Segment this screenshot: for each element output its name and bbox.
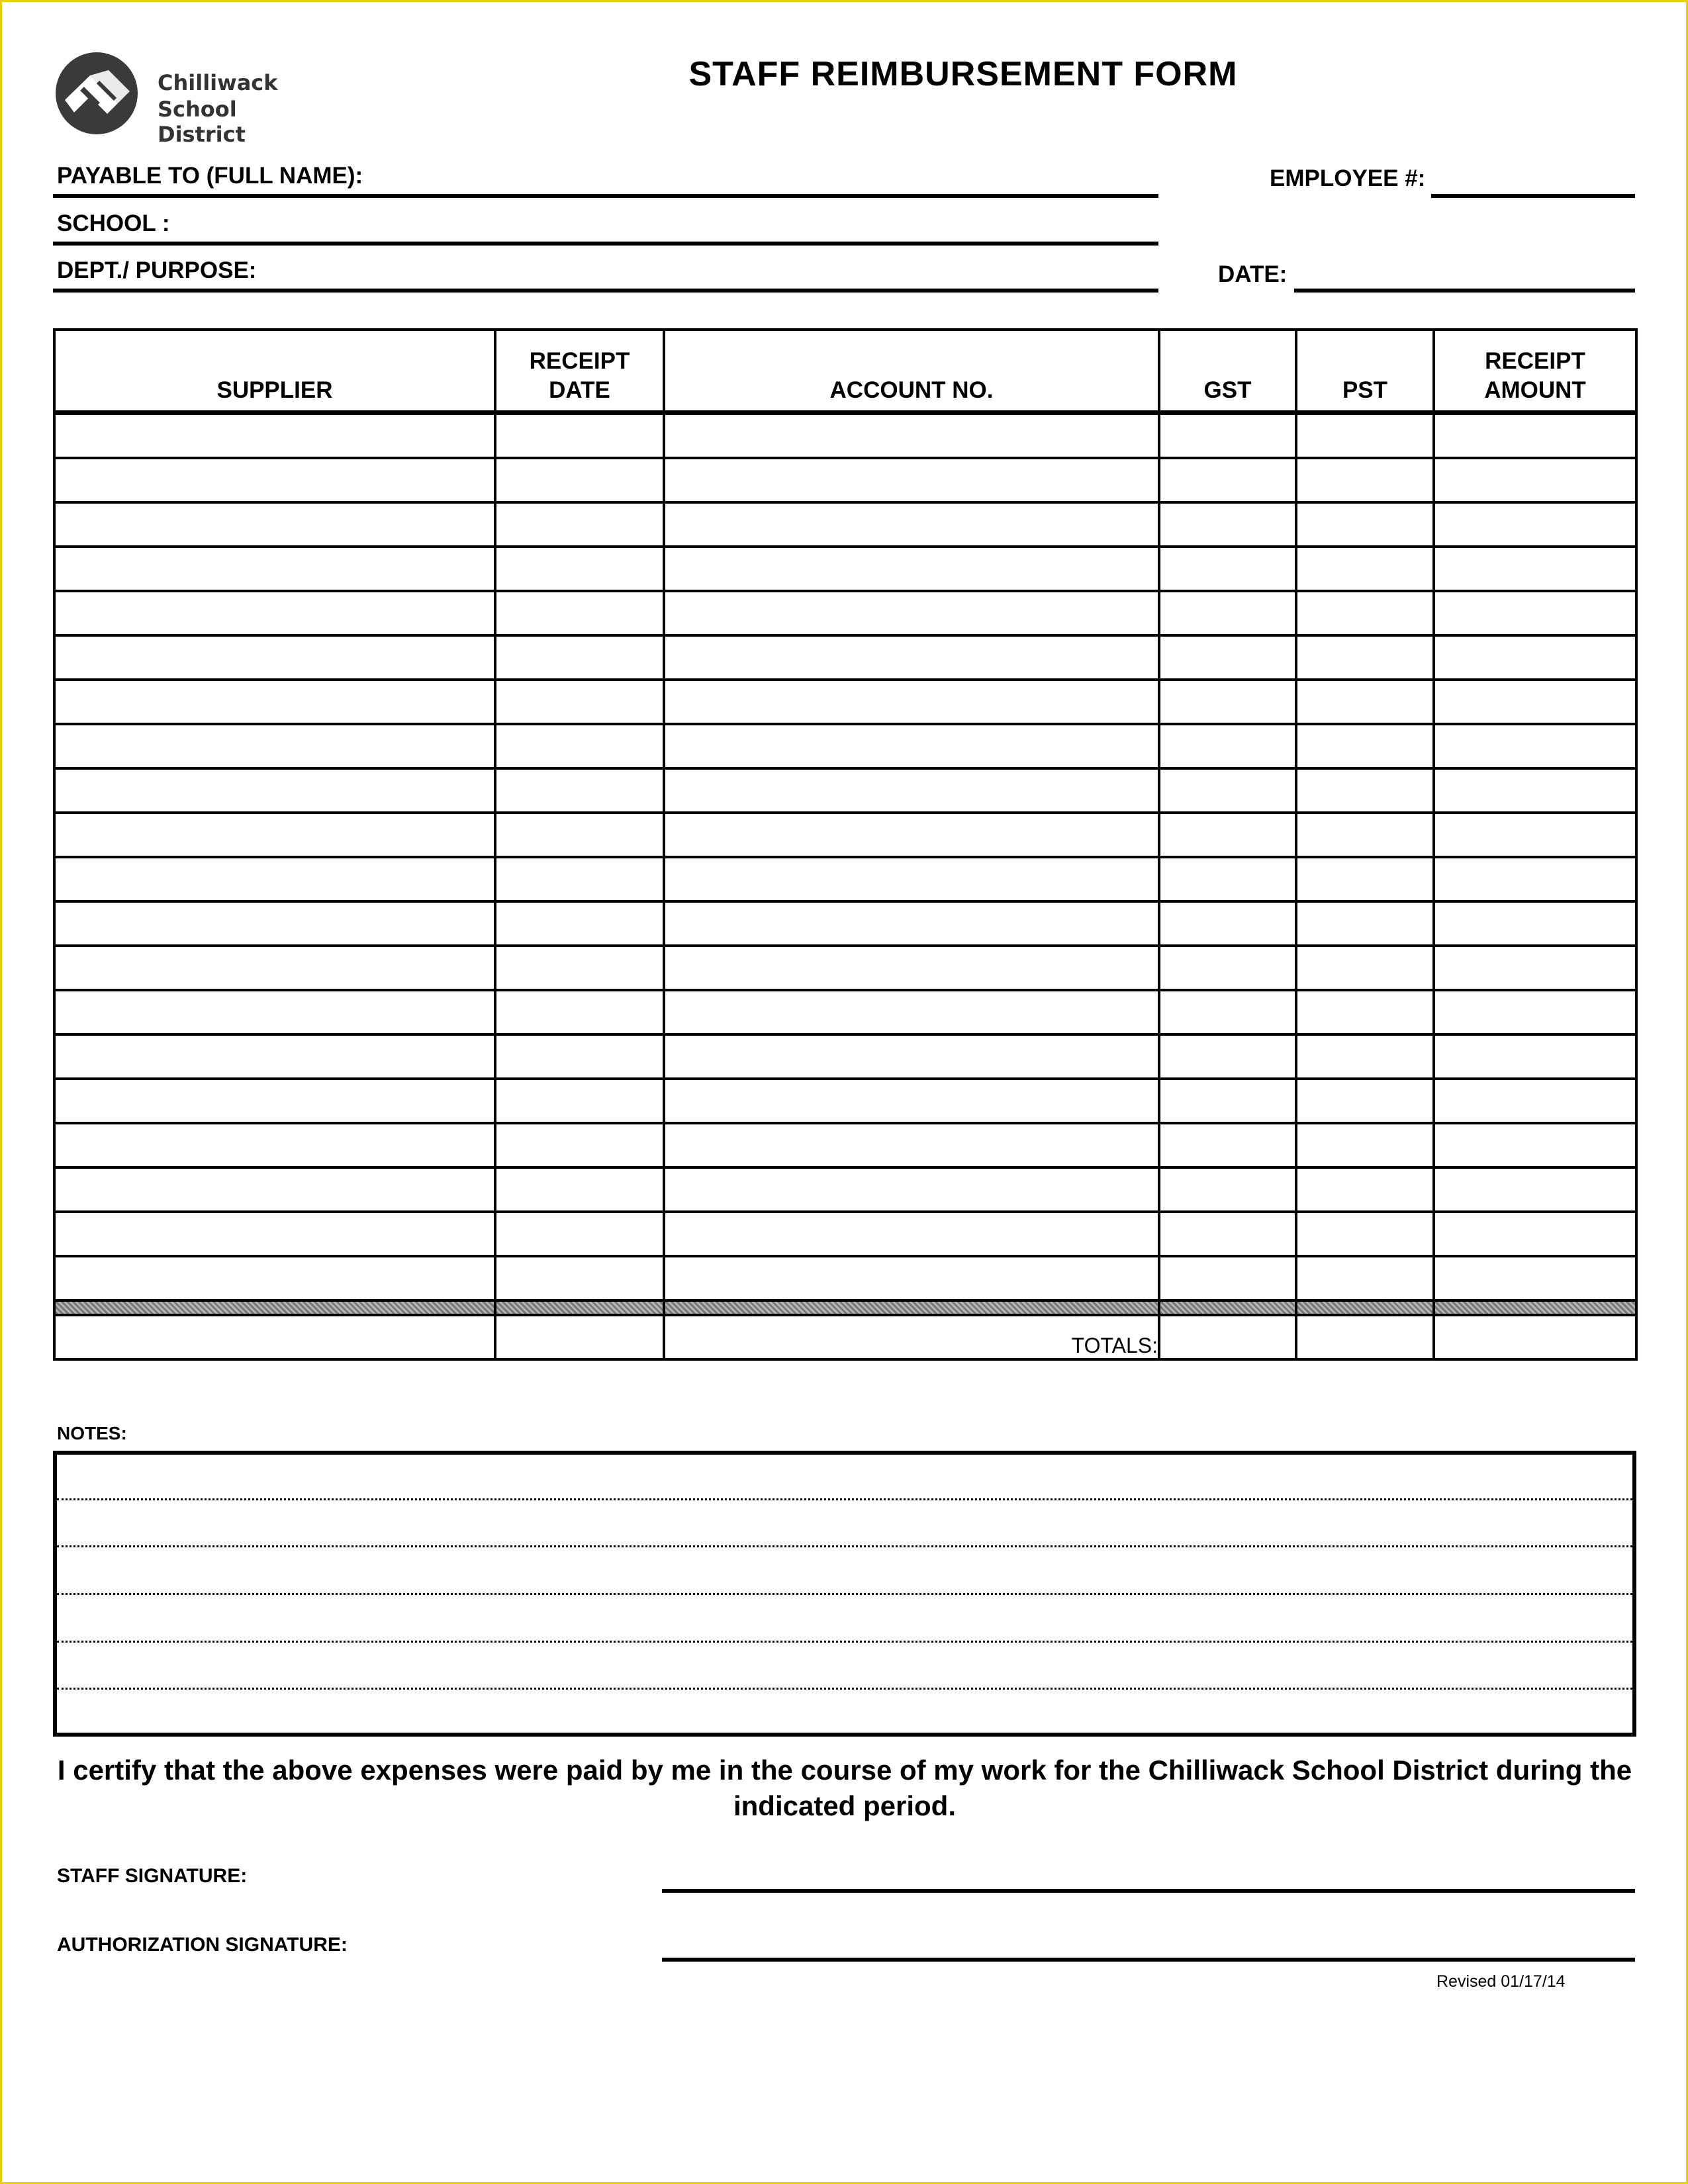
account-no-cell[interactable] <box>664 1212 1159 1256</box>
receipt-date-cell[interactable] <box>495 591 664 635</box>
logo-text-line1: Chilliwack <box>158 70 278 95</box>
pst-cell[interactable] <box>1296 946 1434 990</box>
gst-cell[interactable] <box>1159 1212 1296 1256</box>
receipt-date-cell[interactable] <box>495 680 664 724</box>
receipt-amount-cell[interactable] <box>1434 1079 1636 1123</box>
column-header-receipt-amount: RECEIPT AMOUNT <box>1434 330 1636 413</box>
receipt-amount-cell[interactable] <box>1434 1123 1636 1167</box>
totals-row <box>54 1315 1636 1359</box>
gst-cell[interactable] <box>1159 680 1296 724</box>
notes-label: NOTES: <box>57 1423 127 1443</box>
pst-cell[interactable] <box>1296 635 1434 680</box>
revised-date: Revised 01/17/14 <box>1436 1972 1566 1991</box>
supplier-cell[interactable] <box>54 1079 495 1123</box>
receipt-date-cell[interactable] <box>495 724 664 768</box>
receipt-date-cell[interactable] <box>495 635 664 680</box>
notes-line <box>57 1641 1632 1643</box>
pst-cell[interactable] <box>1296 591 1434 635</box>
receipt-amount-cell[interactable] <box>1434 1256 1636 1300</box>
authorization-signature-field[interactable] <box>662 1958 1635 1962</box>
receipt-date-cell[interactable] <box>495 813 664 857</box>
gst-cell[interactable] <box>1159 946 1296 990</box>
gst-cell[interactable] <box>1159 458 1296 502</box>
date-label: DATE: <box>1218 261 1288 287</box>
table-row <box>54 458 1636 502</box>
receipt-amount-cell[interactable] <box>1434 1212 1636 1256</box>
supplier-cell[interactable] <box>54 413 495 459</box>
table-row <box>54 768 1636 813</box>
receipt-amount-cell[interactable] <box>1434 724 1636 768</box>
gst-cell[interactable] <box>1159 1123 1296 1167</box>
supplier-cell[interactable] <box>54 946 495 990</box>
supplier-cell[interactable] <box>54 990 495 1034</box>
supplier-cell[interactable] <box>54 547 495 591</box>
notes-box[interactable] <box>53 1451 1636 1737</box>
account-no-cell[interactable] <box>664 1256 1159 1300</box>
receipt-amount-cell[interactable] <box>1434 990 1636 1034</box>
gst-cell[interactable] <box>1159 1167 1296 1212</box>
table-row <box>54 990 1636 1034</box>
receipt-date-cell[interactable] <box>495 1167 664 1212</box>
table-row <box>54 591 1636 635</box>
total-amount-cell[interactable] <box>1434 1315 1636 1359</box>
school-label: SCHOOL : <box>57 210 170 236</box>
supplier-cell[interactable] <box>54 1034 495 1079</box>
total-pst-cell[interactable] <box>1296 1315 1434 1359</box>
pst-cell[interactable] <box>1296 990 1434 1034</box>
table-row <box>54 547 1636 591</box>
receipt-date-cell[interactable] <box>495 946 664 990</box>
receipt-amount-cell[interactable] <box>1434 946 1636 990</box>
supplier-cell[interactable] <box>54 768 495 813</box>
table-row <box>54 635 1636 680</box>
account-no-cell[interactable] <box>664 680 1159 724</box>
totals-blank-cell <box>54 1315 495 1359</box>
pst-cell[interactable] <box>1296 1034 1434 1079</box>
table-row <box>54 1079 1636 1123</box>
table-row <box>54 413 1636 459</box>
employee-number-field[interactable] <box>1431 194 1635 198</box>
pst-cell[interactable] <box>1296 724 1434 768</box>
table-row <box>54 502 1636 547</box>
supplier-cell[interactable] <box>54 1212 495 1256</box>
gst-cell[interactable] <box>1159 724 1296 768</box>
pst-cell[interactable] <box>1296 857 1434 901</box>
receipt-date-cell[interactable] <box>495 1079 664 1123</box>
notes-line <box>57 1498 1632 1500</box>
notes-line <box>57 1688 1632 1690</box>
table-row <box>54 857 1636 901</box>
table-row <box>54 901 1636 946</box>
pst-cell[interactable] <box>1296 1123 1434 1167</box>
table-row <box>54 1167 1636 1212</box>
payable-to-field[interactable] <box>53 194 1158 198</box>
receipt-amount-cell[interactable] <box>1434 1034 1636 1079</box>
account-no-cell[interactable] <box>664 413 1159 459</box>
totals-blank-cell <box>495 1315 664 1359</box>
account-no-cell[interactable] <box>664 1034 1159 1079</box>
certification-line1: I certify that the above expenses were paid by me in the course of my work for the Chilliwack School District during the <box>57 1754 1632 1786</box>
gst-cell[interactable] <box>1159 901 1296 946</box>
account-no-cell[interactable] <box>664 1123 1159 1167</box>
expense-table <box>53 328 1638 1361</box>
receipt-date-cell[interactable] <box>495 547 664 591</box>
account-no-cell[interactable] <box>664 502 1159 547</box>
receipt-date-cell[interactable] <box>495 1123 664 1167</box>
account-no-cell[interactable] <box>664 458 1159 502</box>
account-no-cell[interactable] <box>664 813 1159 857</box>
table-row <box>54 1123 1636 1167</box>
column-header-account-no: ACCOUNT NO. <box>664 330 1159 413</box>
receipt-date-cell[interactable] <box>495 1212 664 1256</box>
receipt-date-cell[interactable] <box>495 901 664 946</box>
gst-cell[interactable] <box>1159 1256 1296 1300</box>
table-row <box>54 946 1636 990</box>
pst-cell[interactable] <box>1296 1079 1434 1123</box>
table-row <box>54 724 1636 768</box>
table-row <box>54 1256 1636 1300</box>
receipt-date-cell[interactable] <box>495 990 664 1034</box>
receipt-date-cell[interactable] <box>495 1256 664 1300</box>
gst-cell[interactable] <box>1159 591 1296 635</box>
supplier-cell[interactable] <box>54 901 495 946</box>
receipt-amount-cell[interactable] <box>1434 591 1636 635</box>
receipt-amount-cell[interactable] <box>1434 547 1636 591</box>
receipt-date-cell[interactable] <box>495 502 664 547</box>
supplier-cell[interactable] <box>54 458 495 502</box>
account-no-cell[interactable] <box>664 635 1159 680</box>
account-no-cell[interactable] <box>664 1079 1159 1123</box>
account-no-cell[interactable] <box>664 857 1159 901</box>
gst-cell[interactable] <box>1159 768 1296 813</box>
gst-cell[interactable] <box>1159 857 1296 901</box>
dept-purpose-label: DEPT./ PURPOSE: <box>57 257 257 283</box>
table-row <box>54 813 1636 857</box>
account-no-cell[interactable] <box>664 946 1159 990</box>
supplier-cell[interactable] <box>54 724 495 768</box>
supplier-cell[interactable] <box>54 680 495 724</box>
supplier-cell[interactable] <box>54 1167 495 1212</box>
gst-cell[interactable] <box>1159 502 1296 547</box>
pst-cell[interactable] <box>1296 813 1434 857</box>
supplier-cell[interactable] <box>54 635 495 680</box>
receipt-amount-cell[interactable] <box>1434 635 1636 680</box>
table-header-row <box>54 330 1636 413</box>
table-row <box>54 680 1636 724</box>
pst-cell[interactable] <box>1296 901 1434 946</box>
supplier-cell[interactable] <box>54 857 495 901</box>
pst-cell[interactable] <box>1296 1212 1434 1256</box>
receipt-amount-cell[interactable] <box>1434 502 1636 547</box>
form-title: STAFF REIMBURSEMENT FORM <box>688 55 1238 93</box>
gst-cell[interactable] <box>1159 547 1296 591</box>
certification-statement <box>53 1752 1636 1824</box>
supplier-cell[interactable] <box>54 502 495 547</box>
staff-signature-label: STAFF SIGNATURE: <box>57 1865 248 1887</box>
pst-cell[interactable] <box>1296 768 1434 813</box>
authorization-signature-label: AUTHORIZATION SIGNATURE: <box>57 1934 348 1956</box>
gst-cell[interactable] <box>1159 413 1296 459</box>
receipt-amount-cell[interactable] <box>1434 857 1636 901</box>
gst-cell[interactable] <box>1159 813 1296 857</box>
district-logo <box>52 50 298 147</box>
column-header-gst: GST <box>1159 330 1296 413</box>
mountain-logo-icon <box>52 50 144 136</box>
totals-label: TOTALS: <box>664 1315 1159 1359</box>
pst-cell[interactable] <box>1296 502 1434 547</box>
gst-cell[interactable] <box>1159 1034 1296 1079</box>
total-gst-cell[interactable] <box>1159 1315 1296 1359</box>
supplier-cell[interactable] <box>54 813 495 857</box>
pst-cell[interactable] <box>1296 547 1434 591</box>
table-row <box>54 1034 1636 1079</box>
receipt-date-cell[interactable] <box>495 458 664 502</box>
staff-signature-field[interactable] <box>662 1889 1635 1893</box>
table-row <box>54 1212 1636 1256</box>
column-header-receipt-date: RECEIPT DATE <box>495 330 664 413</box>
employee-number-label: EMPLOYEE #: <box>1270 165 1426 191</box>
receipt-date-cell[interactable] <box>495 768 664 813</box>
logo-text-line2: School District <box>158 97 246 147</box>
account-no-cell[interactable] <box>664 768 1159 813</box>
pst-cell[interactable] <box>1296 1167 1434 1212</box>
notes-line <box>57 1593 1632 1595</box>
supplier-cell[interactable] <box>54 1256 495 1300</box>
gst-cell[interactable] <box>1159 990 1296 1034</box>
account-no-cell[interactable] <box>664 1167 1159 1212</box>
dept-purpose-field[interactable] <box>53 289 1158 293</box>
receipt-date-cell[interactable] <box>495 1034 664 1079</box>
supplier-cell[interactable] <box>54 1123 495 1167</box>
table-separator-row <box>54 1300 1636 1315</box>
receipt-amount-cell[interactable] <box>1434 458 1636 502</box>
notes-line <box>57 1545 1632 1547</box>
receipt-date-cell[interactable] <box>495 857 664 901</box>
pst-cell[interactable] <box>1296 680 1434 724</box>
certification-line2: indicated period. <box>733 1790 957 1821</box>
receipt-date-cell[interactable] <box>495 413 664 459</box>
receipt-amount-cell[interactable] <box>1434 680 1636 724</box>
column-header-pst: PST <box>1296 330 1434 413</box>
pst-cell[interactable] <box>1296 458 1434 502</box>
account-no-cell[interactable] <box>664 901 1159 946</box>
gst-cell[interactable] <box>1159 635 1296 680</box>
pst-cell[interactable] <box>1296 413 1434 459</box>
receipt-amount-cell[interactable] <box>1434 413 1636 459</box>
account-no-cell[interactable] <box>664 547 1159 591</box>
receipt-amount-cell[interactable] <box>1434 813 1636 857</box>
column-header-supplier: SUPPLIER <box>54 330 495 413</box>
account-no-cell[interactable] <box>664 724 1159 768</box>
date-field[interactable] <box>1294 289 1635 293</box>
receipt-amount-cell[interactable] <box>1434 1167 1636 1212</box>
account-no-cell[interactable] <box>664 591 1159 635</box>
school-field[interactable] <box>53 242 1158 246</box>
payable-to-label: PAYABLE TO (FULL NAME): <box>57 163 363 189</box>
gst-cell[interactable] <box>1159 1079 1296 1123</box>
account-no-cell[interactable] <box>664 990 1159 1034</box>
receipt-amount-cell[interactable] <box>1434 901 1636 946</box>
pst-cell[interactable] <box>1296 1256 1434 1300</box>
receipt-amount-cell[interactable] <box>1434 768 1636 813</box>
supplier-cell[interactable] <box>54 591 495 635</box>
